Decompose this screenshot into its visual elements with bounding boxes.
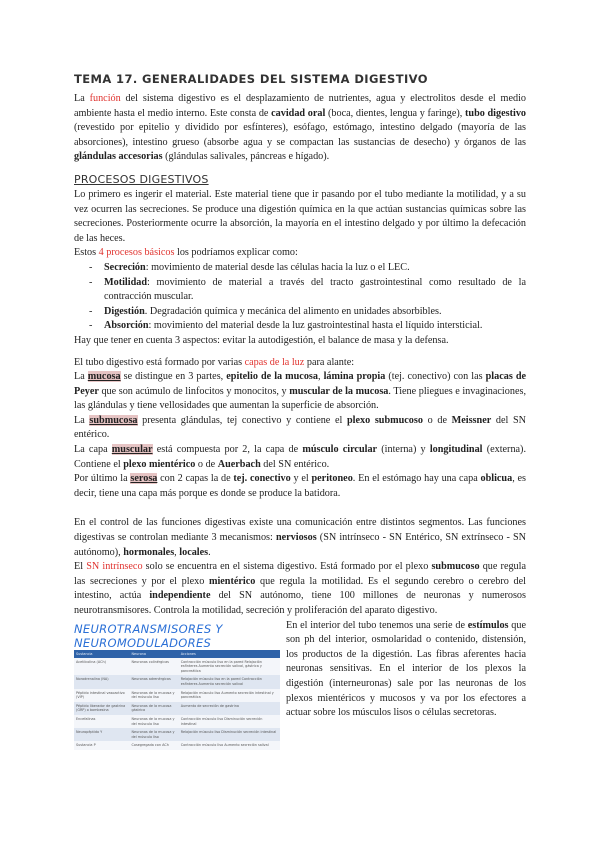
table-cell: Relajación músculo liso Disminución secreción intestinal <box>179 728 280 741</box>
bold-term: independiente <box>149 590 211 602</box>
text-run: (SN intrínseco - SN Entérico, SN extrínseco - SN autónomo), <box>74 532 526 558</box>
list-item <box>74 261 526 276</box>
table-row <box>74 715 280 728</box>
bold-term: hormonales <box>123 546 175 558</box>
red-highlight: 4 procesos básicos <box>98 247 175 259</box>
bold-term: cavidad oral <box>271 107 326 119</box>
text-run: . <box>208 546 211 558</box>
serosa-paragraph <box>74 472 526 501</box>
process-list <box>74 261 526 334</box>
column-header: Neurona <box>130 650 179 658</box>
table-cell: Sustancia P <box>74 741 130 750</box>
neuro-side-text <box>286 619 526 721</box>
red-highlight: capas de la luz <box>244 356 305 368</box>
text-run: . Degradación química y mecánica del alimento en unidades absorbibles. <box>144 305 442 317</box>
bold-term: longitudinal <box>429 444 483 456</box>
bold-term: lámina propia <box>323 371 386 383</box>
column-header: Acciones <box>179 650 280 658</box>
text-run: En el control de las funciones digestivas existe una comunicación entre distintos segmentos. Las funciones digestivas se controlan mediante 3 mecanismos: <box>74 517 526 544</box>
procesos-intro-line <box>74 246 526 261</box>
table-cell: Neuronas de la mucosa y del músculo liso <box>130 689 179 702</box>
table-cell: Neuropéptido Y <box>74 728 130 741</box>
text-run: se distingue en 3 partes, <box>120 371 227 383</box>
neuro-table-wrapper <box>74 622 280 750</box>
bold-term: plexo mientérico <box>123 458 196 470</box>
bold-term: glándulas accesorias <box>74 151 163 163</box>
bold-term: muscular de la mucosa <box>289 385 389 397</box>
intro-paragraph <box>74 92 526 165</box>
muscular-paragraph <box>74 443 526 472</box>
neuro-section <box>74 619 526 789</box>
bold-term: plexo submucoso <box>346 414 423 426</box>
table-cell: Encefalinas <box>74 715 130 728</box>
text-run: : movimiento de material a través del tracto gastrointestinal como resultado de la contracción muscular. <box>104 276 526 303</box>
bold-term: submucoso <box>431 561 480 573</box>
page-title: TEMA 17. GENERALIDADES DEL SISTEMA DIGESTIVO <box>74 72 428 86</box>
text-run: o de <box>422 414 452 426</box>
table-row <box>74 689 280 702</box>
table-cell: Neuronas de la mucosa y del músculo liso <box>130 715 179 728</box>
table-cell: Neuronas de la mucosa y del músculo liso <box>130 728 179 741</box>
table-row <box>74 658 280 676</box>
section-heading-procesos: PROCESOS DIGESTIVOS <box>74 172 209 186</box>
table-row <box>74 728 280 741</box>
bold-term: Secreción <box>104 261 146 273</box>
bold-term: Meissner <box>451 414 492 426</box>
estimulos-paragraph <box>286 619 526 721</box>
bold-term: músculo circular <box>302 444 378 456</box>
text-run: El tubo digestivo está formado por varias <box>74 356 245 368</box>
neurotransmitter-table <box>74 650 280 750</box>
document-page <box>74 72 526 789</box>
bold-term: locales <box>179 546 209 558</box>
table-cell: Relajación músculo liso Aumento secreción intestinal y pancreática <box>179 689 280 702</box>
highlighted-term: mucosa <box>87 371 121 383</box>
text-run: , es decir, tiene una capa más porque es donde se produce la batidora. <box>74 473 526 499</box>
bold-term: tubo digestivo <box>465 107 527 119</box>
highlighted-term: serosa <box>130 473 158 485</box>
table-row <box>74 741 280 750</box>
table-cell: Péptido liberador de gastrina (GRP) o bombesina <box>74 702 130 715</box>
text-run: Estos <box>74 247 99 259</box>
submucosa-paragraph <box>74 414 526 443</box>
bold-term: estímulos <box>467 619 509 631</box>
spacer <box>74 501 526 516</box>
text-run: La <box>74 371 88 383</box>
table-header-row <box>74 650 280 658</box>
bold-term: Auerbach <box>217 458 261 470</box>
text-run: y el <box>290 473 312 485</box>
table-cell: Noradrenalina (NA) <box>74 675 130 688</box>
text-run: El <box>74 561 87 573</box>
neuro-heading: NEUROTRANSMISORES Y NEUROMODULADORES <box>74 621 223 650</box>
bold-term: mientérico <box>208 575 256 587</box>
text-run: solo se encuentra en el sistema digestivo. Está formado por el plexo <box>142 561 432 573</box>
text-run: : movimiento del material desde la luz gastrointestinal hasta el líquido intersticial. <box>148 320 483 332</box>
text-run: . Tiene pliegues e invaginaciones, las glándulas y tiene vellosidades que aumentan la superficie de absorción. <box>74 385 526 412</box>
table-cell: Relajación músculo liso en la pared Contracción esfínteres Aumento secreción salival <box>179 675 280 688</box>
list-item <box>74 319 526 334</box>
text-run: La <box>74 414 90 426</box>
text-run: (boca, dientes, lengua y faringe), <box>325 107 466 119</box>
text-run: del SN entérico. <box>260 458 330 470</box>
mucosa-paragraph <box>74 370 526 414</box>
list-item <box>74 305 526 320</box>
highlighted-term: submucosa <box>89 414 138 426</box>
text-run: , <box>174 546 180 558</box>
text-run: (glándulas salivales, páncreas e hígado). <box>162 151 330 163</box>
text-run: que regula las secreciones y por el plexo <box>74 561 526 587</box>
text-run: En el interior del tubo tenemos una serie de <box>286 619 468 631</box>
table-cell: Contracción músculo liso Aumento secreción salival <box>179 741 280 750</box>
red-highlight: SN intrínseco <box>86 561 143 573</box>
text-run: que son ph del interior, osmolaridad o contenido, distensión, los productos de la digestión. Las fibras aferentes hacia neuronas sensitivas. En el interior de los plexos la digestión (interneuronas) sale por las neuronas de los plexos mientéricos y mucosos y va por los efectores a actuar sobre los músculos lisos o células secretoras. <box>286 619 526 719</box>
table-cell: Péptido intestinal vasoactivo (VIP) <box>74 689 130 702</box>
text-run: con 2 capas la de <box>157 473 234 485</box>
text-run: (tej. conectivo) con las <box>385 371 486 383</box>
table-cell: Contracción músculo liso en la pared Relajación esfínteres Aumento secreción salival, gástrica y pancreática <box>179 658 280 676</box>
bold-term: Absorción <box>104 320 149 332</box>
table-cell: Neuronas de la mucosa gástrica <box>130 702 179 715</box>
text-run: (interna) y <box>377 444 430 456</box>
table-cell: Neuronas colinérgicas <box>130 658 179 676</box>
bold-term: Motilidad <box>104 276 148 288</box>
control-paragraph <box>74 516 526 560</box>
function-highlight: función <box>89 93 121 104</box>
text-run: para alante: <box>304 356 355 368</box>
bold-term: peritoneo <box>311 473 353 485</box>
text-run: que regula la motilidad. Es el segundo cerebro o cerebro del intestino, actúa <box>74 575 526 602</box>
text-run: del SN entérico. <box>74 414 526 441</box>
bold-term: epitelio de la mucosa <box>226 371 318 383</box>
table-cell: Contracción músculo liso Disminución secreción intestinal <box>179 715 280 728</box>
text-run: . En el estómago hay una capa <box>352 473 481 485</box>
highlighted-term: muscular <box>111 444 153 456</box>
table-cell: Acetilcolina (ACh) <box>74 658 130 676</box>
bold-term: oblicua <box>480 473 513 485</box>
text-run: que son acúmulo de linfocitos y monocitos, y <box>98 385 290 397</box>
text-run: La <box>74 93 90 104</box>
text-run: : movimiento de material desde las células hacia la luz o el LEC. <box>145 261 410 273</box>
list-item <box>74 276 526 305</box>
bold-term: placas de Peyer <box>74 371 527 397</box>
text-run: los podríamos explicar como: <box>174 247 298 259</box>
text-run: (revestido por epitelio y dividido por esfínteres), esófago, estómago, intestino delgado (mayoría de las absorciones), intestino grueso (absorbe agua y se compactan las sustancias de desecho) y órganos de las <box>74 122 526 148</box>
text-run: está compuesta por 2, la capa de <box>152 444 303 456</box>
aspects-paragraph: Hay que tener en cuenta 3 aspectos: evitar la autodigestión, el balance de masa y la defensa. <box>74 334 449 346</box>
sn-intrinseco-paragraph <box>74 560 526 618</box>
text-run: La capa <box>74 444 112 456</box>
text-run: (externa). Contiene el <box>74 444 526 470</box>
text-run: del SN autónomo, tiene 100 millones de neuronas y numerosos neurotransmisores. Controla la motilidad, secreción y proliferación del aparato digestivo. <box>74 590 526 616</box>
column-header: Sustancia <box>74 650 130 658</box>
spacer <box>74 349 526 356</box>
bold-term: tej. conectivo <box>233 473 291 485</box>
table-row <box>74 675 280 688</box>
procesos-paragraph: Lo primero es ingerir el material. Este material tiene que ir pasando por el tubo mediante la motilidad, y a su vez ocurren las secreciones. Se produce una digestión química en la que actúan sustancias químicas sobre las secreciones. Posteriormente ocurre la absorción, la mayoría en el intestino delgado y por último la defecación de las heces. <box>74 188 526 244</box>
text-run: o de <box>195 458 218 470</box>
capas-intro <box>74 356 526 371</box>
table-cell: Cosegregada con ACh <box>130 741 179 750</box>
text-run: , <box>317 371 324 383</box>
text-run: presenta glándulas, tej conectivo y contiene el <box>137 414 347 426</box>
text-run: Por último la <box>74 473 131 485</box>
text-run: del sistema digestivo es el desplazamiento de nutrientes, agua y electrolitos desde el medio ambiente hasta el medio interno. Este consta de <box>74 93 526 119</box>
bold-term: Digestión <box>104 305 145 317</box>
table-row <box>74 702 280 715</box>
bold-term: nerviosos <box>275 532 317 544</box>
table-cell: Aumento de secreción de gastrina <box>179 702 280 715</box>
table-cell: Neuronas adrenérgicas <box>130 675 179 688</box>
